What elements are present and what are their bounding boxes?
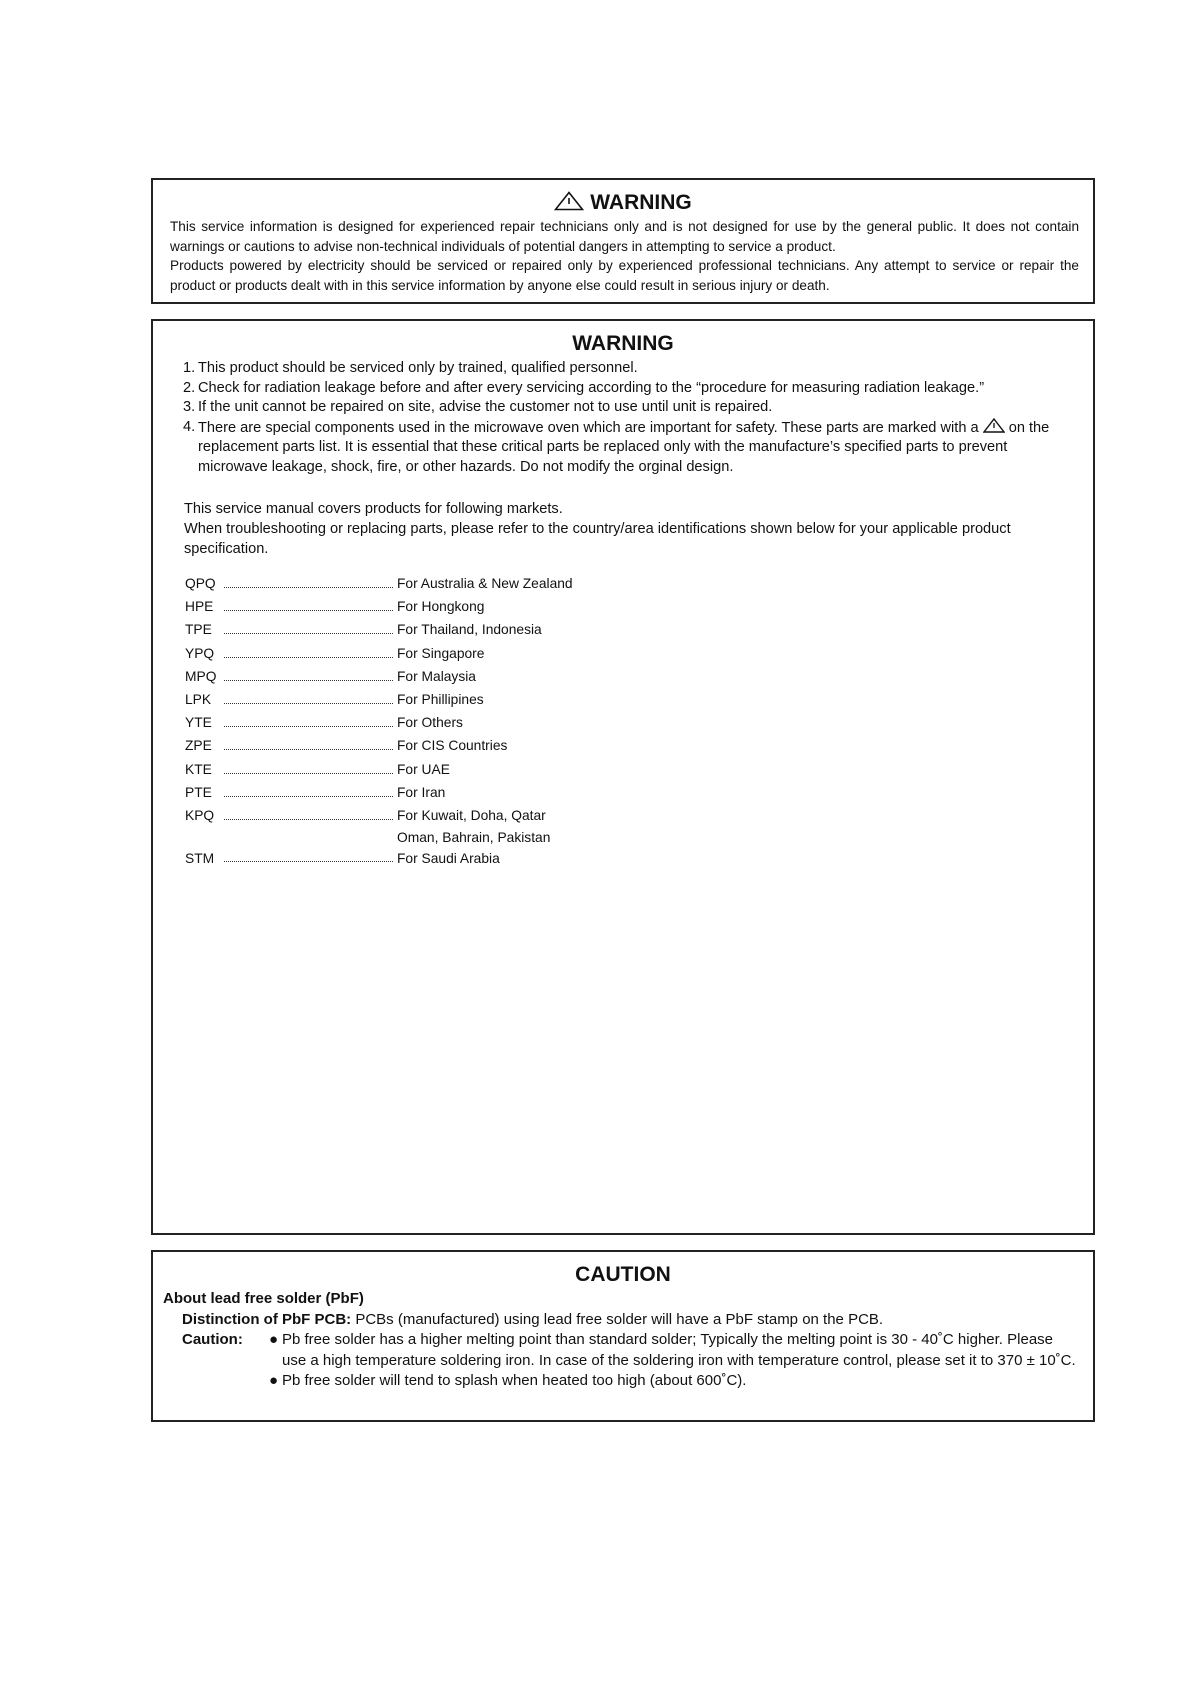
pbf-distinction: Distinction of PbF PCB: PCBs (manufactured) using lead free solder will have a PbF stamp on the PCB.	[182, 1310, 884, 1328]
market-code-row: KTE For UAE	[185, 761, 450, 777]
market-code-row: MPQ For Malaysia	[185, 668, 476, 684]
list-item: 4. There are special components used in the microwave oven which are important for safety. These parts are marked with a on the replacement parts list. It is essential that these critical parts be replaced only with the manufacture’s specified parts to prevent microwave leakage, shock, fire, or other hazards. Do not modify the orginal design.	[183, 418, 1050, 475]
service-warning-paragraph: This service information is designed for experienced repair technicians only and is not designed for use by the general public. It does not contain warnings or cautions to advise non-technical individuals of potential dangers in attempting to service a product.	[170, 219, 1079, 254]
market-code-row: TPE For Thailand, Indonesia	[185, 622, 542, 638]
warning-triangle-icon	[554, 191, 584, 211]
market-code-row: HPE For Hongkong	[185, 599, 485, 615]
bullet-icon: ●	[269, 1331, 279, 1348]
markets-intro: This service manual covers products for following markets. When troubleshooting or replacing parts, please refer to the country/area identifications shown below for your applicable product specification.	[184, 501, 1011, 557]
service-warning-title-text: WARNING	[590, 191, 692, 214]
safety-warning-list	[183, 359, 1063, 477]
market-code-list	[185, 572, 1093, 869]
safety-warning-title: WARNING	[572, 332, 674, 355]
caution-title: CAUTION	[575, 1263, 671, 1286]
market-code-row: LPK For Phillipines	[185, 691, 484, 707]
caution-box	[151, 1250, 1095, 1422]
list-item: 1. This product should be serviced only by trained, qualified personnel.	[183, 360, 638, 376]
caution-bullet: ● Pb free solder will tend to splash when heated too high (about 600˚C).	[269, 1371, 1079, 1392]
service-warning-box	[151, 178, 1095, 304]
service-warning-title	[153, 191, 1093, 215]
safety-warning-box	[151, 319, 1095, 1235]
market-code-row: PTE For Iran	[185, 784, 446, 800]
service-warning-paragraph: Products powered by electricity should be serviced or repaired only by experienced professional technicians. Any attempt to service or repair the product or products dealt with in this service information by anyone else could result in serious injury or death.	[170, 258, 1079, 293]
market-code-row: ZPE For CIS Countries	[185, 738, 508, 754]
caution-notes: Caution: ● Pb free solder has a higher melting point than standard solder; Typically the melting point is 30 - 40˚C higher. Please use a high temperature soldering iron. In case of the soldering iron with temperature control, please set it to 370 ± 10˚C. ● Pb free solder will tend to splash when heated too high (about 600˚C).	[163, 1330, 1079, 1392]
market-code-row: YTE For Others	[185, 715, 463, 731]
safety-mark-triangle-icon	[983, 418, 1005, 433]
list-item: 2. Check for radiation leakage before and after every servicing according to the “procedure for measuring radiation leakage.”	[183, 379, 985, 396]
market-code-row: QPQ For Australia & New Zealand	[185, 576, 573, 591]
caution-bullet: ● Pb free solder has a higher melting point than standard solder; Typically the melting point is 30 - 40˚C higher. Please use a high temperature soldering iron. In case of the soldering iron with temperature control, please set it to 370 ± 10˚C.	[269, 1331, 1076, 1369]
market-code-row: YPQ For Singapore	[185, 645, 485, 661]
market-code-row: STM For Saudi Arabia	[185, 851, 500, 867]
bullet-icon: ●	[269, 1372, 279, 1389]
market-code-row-continued: Oman, Bahrain, Pakistan	[397, 830, 551, 846]
lead-free-heading: About lead free solder (PbF)	[163, 1290, 364, 1307]
market-code-row: KPQ For Kuwait, Doha, Qatar	[185, 807, 546, 823]
list-item: 3. If the unit cannot be repaired on site, advise the customer not to use until unit is repaired.	[183, 399, 773, 415]
